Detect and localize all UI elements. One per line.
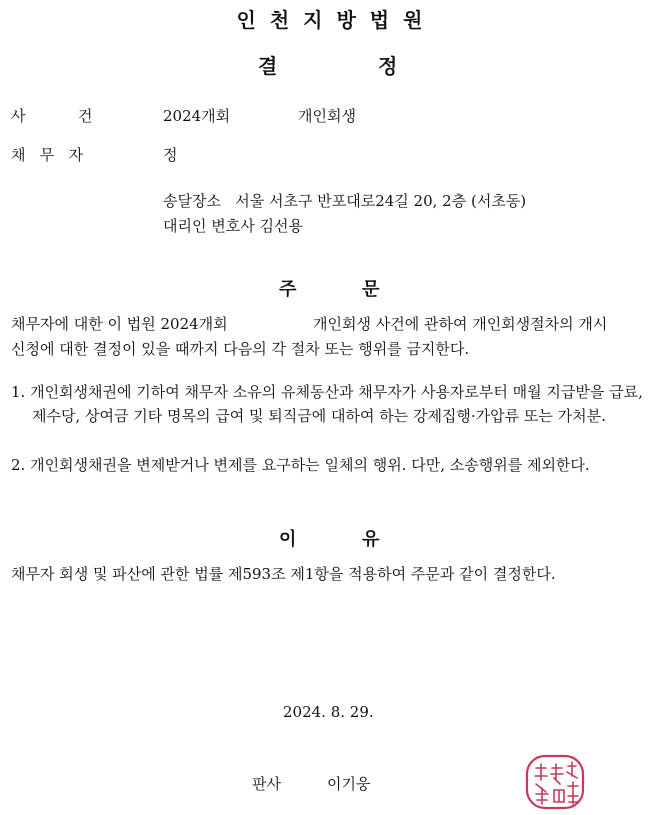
service-address: 송달장소 서울 서초구 반포대로24길 20, 2층 (서초동): [163, 192, 527, 210]
judge-label: 판사: [252, 775, 281, 793]
court-name: 인천지방법원: [236, 8, 437, 32]
order-item-1: 1. 개인회생채권에 기하여 채무자 소유의 유체동산과 채무자가 사용자로부터 매월 지급받을 급료, 제수당, 상여금 기타 명목의 급여 및 퇴직금에 대하여 하는 강제집행·가압류 또는 가처분.: [11, 383, 643, 425]
order-heading-char-2: 문: [362, 279, 380, 300]
order-intro-line2: 신청에 대한 결정이 있을 때까지 다음의 각 절차 또는 행위를 금지한다.: [11, 340, 470, 358]
debtor-name: 정: [163, 146, 178, 164]
debtor-label: 채 무 자: [11, 146, 84, 164]
judge-name: 이기웅: [327, 775, 371, 793]
reason-text: 채무자 회생 및 파산에 관한 법률 제593조 제1항을 적용하여 주문과 같이 결정한다.: [11, 565, 556, 583]
case-label: 사 건: [11, 107, 93, 125]
order-intro-part1: 채무자에 대한 이 법원 2024개회: [11, 315, 228, 333]
judge-seal-icon: [524, 754, 586, 810]
case-type: 개인회생: [298, 107, 356, 125]
decision-title-char-2: 정: [378, 54, 398, 78]
reason-heading-char-1: 이: [279, 529, 297, 550]
reason-heading-char-2: 유: [362, 529, 380, 550]
order-heading-char-1: 주: [279, 279, 297, 300]
agent-lawyer: 대리인 변호사 김선용: [163, 217, 303, 235]
case-number: 2024개회: [163, 107, 231, 125]
decision-date: 2024. 8. 29.: [283, 703, 374, 721]
order-intro-part2: 개인회생 사건에 관하여 개인회생절차의 개시: [313, 315, 608, 333]
order-item-2: 2. 개인회생채권을 변제받거나 변제를 요구하는 일체의 행위. 다만, 소송행위를 제외한다.: [11, 456, 590, 474]
decision-title-char-1: 결: [258, 54, 278, 78]
